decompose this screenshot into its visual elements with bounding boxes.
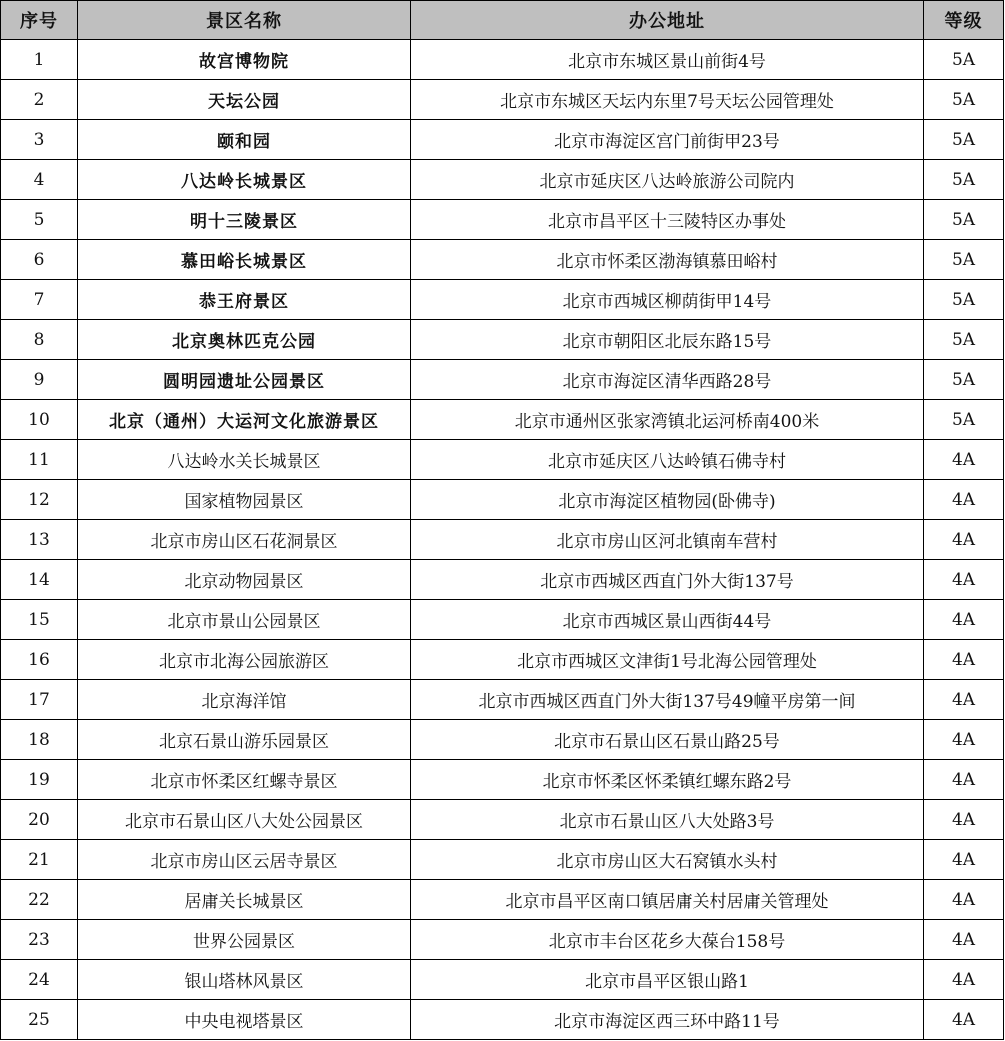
cell-name: 中央电视塔景区: [78, 1000, 411, 1040]
cell-grade: 4A: [924, 800, 1004, 840]
cell-address: 北京市朝阳区北辰东路15号: [411, 320, 924, 360]
cell-name: 北京市房山区石花洞景区: [78, 520, 411, 560]
cell-no: 2: [1, 80, 78, 120]
table-row: [1, 800, 1004, 840]
cell-address: 北京市怀柔区怀柔镇红螺东路2号: [411, 760, 924, 800]
cell-no: 16: [1, 640, 78, 680]
cell-address: 北京市房山区大石窝镇水头村: [411, 840, 924, 880]
table-row: [1, 200, 1004, 240]
table-row: [1, 160, 1004, 200]
cell-address: 北京市延庆区八达岭镇石佛寺村: [411, 440, 924, 480]
table-row: [1, 760, 1004, 800]
cell-no: 24: [1, 960, 78, 1000]
cell-grade: 4A: [924, 520, 1004, 560]
cell-no: 22: [1, 880, 78, 920]
cell-grade: 5A: [924, 280, 1004, 320]
cell-no: 7: [1, 280, 78, 320]
cell-grade: 4A: [924, 680, 1004, 720]
cell-no: 10: [1, 400, 78, 440]
table-row: [1, 840, 1004, 880]
cell-no: 23: [1, 920, 78, 960]
cell-grade: 4A: [924, 880, 1004, 920]
cell-address: 北京市昌平区十三陵特区办事处: [411, 200, 924, 240]
cell-grade: 4A: [924, 760, 1004, 800]
cell-address: 北京市东城区景山前街4号: [411, 40, 924, 80]
table-row: [1, 320, 1004, 360]
cell-address: 北京市海淀区清华西路28号: [411, 360, 924, 400]
cell-grade: 5A: [924, 120, 1004, 160]
cell-address: 北京市延庆区八达岭旅游公司院内: [411, 160, 924, 200]
cell-address: 北京市石景山区石景山路25号: [411, 720, 924, 760]
cell-grade: 4A: [924, 920, 1004, 960]
header-address: 办公地址: [411, 1, 924, 40]
cell-grade: 4A: [924, 840, 1004, 880]
cell-no: 4: [1, 160, 78, 200]
cell-no: 14: [1, 560, 78, 600]
cell-address: 北京市昌平区银山路1: [411, 960, 924, 1000]
table-row: [1, 720, 1004, 760]
cell-grade: 5A: [924, 400, 1004, 440]
table-row: [1, 1000, 1004, 1040]
cell-no: 3: [1, 120, 78, 160]
table-row: [1, 880, 1004, 920]
table-row: [1, 80, 1004, 120]
cell-address: 北京市海淀区植物园(卧佛寺): [411, 480, 924, 520]
cell-name: 北京动物园景区: [78, 560, 411, 600]
cell-address: 北京市昌平区南口镇居庸关村居庸关管理处: [411, 880, 924, 920]
table-row: [1, 680, 1004, 720]
cell-no: 1: [1, 40, 78, 80]
cell-grade: 5A: [924, 240, 1004, 280]
cell-address: 北京市通州区张家湾镇北运河桥南400米: [411, 400, 924, 440]
table-row: [1, 400, 1004, 440]
cell-address: 北京市石景山区八大处路3号: [411, 800, 924, 840]
cell-no: 15: [1, 600, 78, 640]
cell-name: 北京市北海公园旅游区: [78, 640, 411, 680]
header-name: 景区名称: [78, 1, 411, 40]
cell-name: 明十三陵景区: [78, 200, 411, 240]
cell-no: 5: [1, 200, 78, 240]
cell-name: 慕田峪长城景区: [78, 240, 411, 280]
cell-name: 北京市怀柔区红螺寺景区: [78, 760, 411, 800]
cell-name: 天坛公园: [78, 80, 411, 120]
table-body: [1, 40, 1004, 1040]
cell-name: 故宫博物院: [78, 40, 411, 80]
cell-grade: 4A: [924, 640, 1004, 680]
table-row: [1, 480, 1004, 520]
cell-name: 北京海洋馆: [78, 680, 411, 720]
cell-address: 北京市西城区西直门外大街137号49幢平房第一间: [411, 680, 924, 720]
cell-grade: 5A: [924, 40, 1004, 80]
cell-grade: 4A: [924, 720, 1004, 760]
cell-address: 北京市西城区文津街1号北海公园管理处: [411, 640, 924, 680]
cell-no: 12: [1, 480, 78, 520]
cell-address: 北京市西城区景山西街44号: [411, 600, 924, 640]
header-no: 序号: [1, 1, 78, 40]
cell-name: 居庸关长城景区: [78, 880, 411, 920]
cell-name: 北京市石景山区八大处公园景区: [78, 800, 411, 840]
cell-name: 八达岭水关长城景区: [78, 440, 411, 480]
table-row: [1, 600, 1004, 640]
table-row: [1, 920, 1004, 960]
table-row: [1, 960, 1004, 1000]
cell-name: 银山塔林风景区: [78, 960, 411, 1000]
table-row: [1, 520, 1004, 560]
cell-address: 北京市海淀区西三环中路11号: [411, 1000, 924, 1040]
cell-no: 6: [1, 240, 78, 280]
cell-grade: 5A: [924, 160, 1004, 200]
table-row: [1, 440, 1004, 480]
cell-no: 19: [1, 760, 78, 800]
cell-address: 北京市西城区西直门外大街137号: [411, 560, 924, 600]
cell-no: 9: [1, 360, 78, 400]
table-row: [1, 280, 1004, 320]
cell-name: 北京石景山游乐园景区: [78, 720, 411, 760]
cell-no: 8: [1, 320, 78, 360]
cell-name: 国家植物园景区: [78, 480, 411, 520]
header-grade: 等级: [924, 1, 1004, 40]
cell-address: 北京市丰台区花乡大葆台158号: [411, 920, 924, 960]
cell-name: 颐和园: [78, 120, 411, 160]
table-row: [1, 120, 1004, 160]
cell-address: 北京市怀柔区渤海镇慕田峪村: [411, 240, 924, 280]
cell-grade: 5A: [924, 320, 1004, 360]
cell-name: 世界公园景区: [78, 920, 411, 960]
cell-grade: 4A: [924, 1000, 1004, 1040]
table-row: [1, 360, 1004, 400]
cell-no: 21: [1, 840, 78, 880]
cell-no: 13: [1, 520, 78, 560]
cell-grade: 5A: [924, 360, 1004, 400]
cell-grade: 4A: [924, 440, 1004, 480]
cell-name: 北京市房山区云居寺景区: [78, 840, 411, 880]
cell-name: 恭王府景区: [78, 280, 411, 320]
cell-grade: 4A: [924, 560, 1004, 600]
cell-name: 北京市景山公园景区: [78, 600, 411, 640]
cell-no: 18: [1, 720, 78, 760]
cell-grade: 4A: [924, 960, 1004, 1000]
header-row: [1, 1, 1004, 40]
cell-name: 八达岭长城景区: [78, 160, 411, 200]
table-row: [1, 560, 1004, 600]
cell-address: 北京市西城区柳荫街甲14号: [411, 280, 924, 320]
cell-no: 20: [1, 800, 78, 840]
cell-grade: 4A: [924, 480, 1004, 520]
cell-no: 25: [1, 1000, 78, 1040]
cell-name: 北京（通州）大运河文化旅游景区: [78, 400, 411, 440]
cell-grade: 5A: [924, 80, 1004, 120]
cell-name: 北京奥林匹克公园: [78, 320, 411, 360]
cell-address: 北京市海淀区宫门前街甲23号: [411, 120, 924, 160]
table-row: [1, 240, 1004, 280]
cell-grade: 4A: [924, 600, 1004, 640]
cell-no: 17: [1, 680, 78, 720]
cell-address: 北京市房山区河北镇南车营村: [411, 520, 924, 560]
table-row: [1, 40, 1004, 80]
table-row: [1, 640, 1004, 680]
cell-grade: 5A: [924, 200, 1004, 240]
cell-name: 圆明园遗址公园景区: [78, 360, 411, 400]
cell-address: 北京市东城区天坛内东里7号天坛公园管理处: [411, 80, 924, 120]
cell-no: 11: [1, 440, 78, 480]
